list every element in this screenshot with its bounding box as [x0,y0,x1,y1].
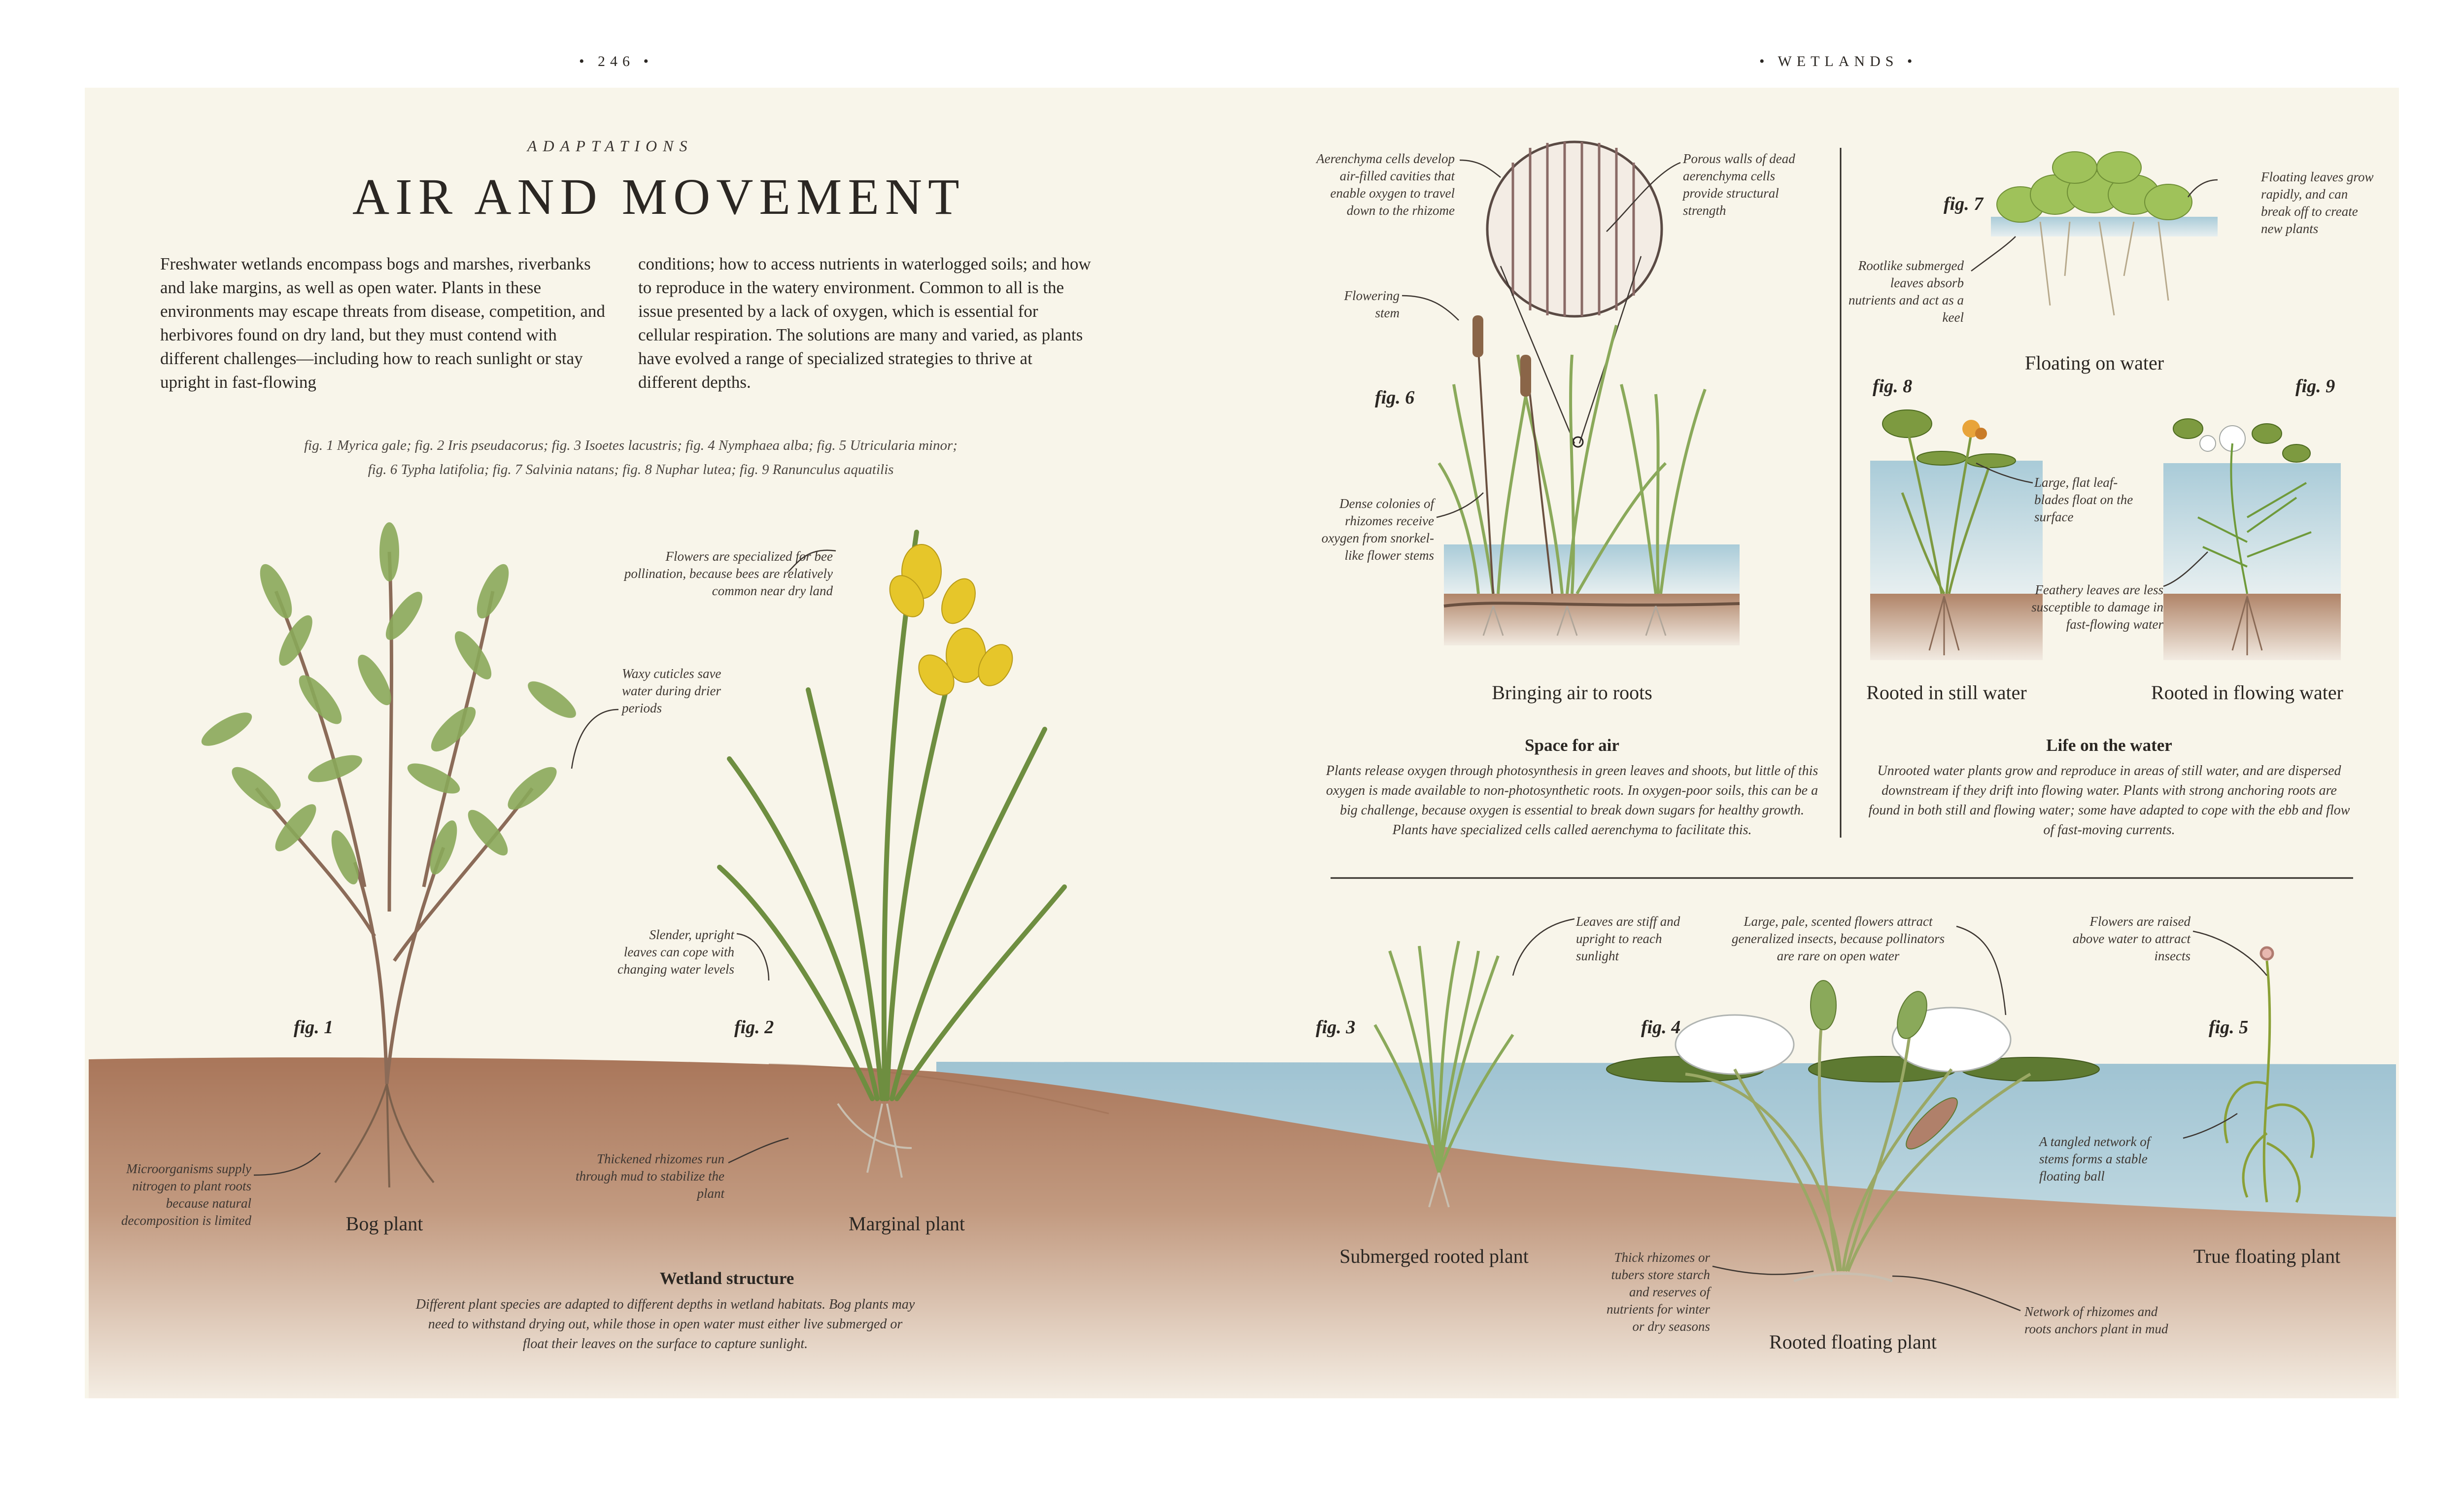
life-on-the-water-heading: Life on the water [2046,736,2172,755]
fig-8-label: fig. 8 [1873,376,1913,397]
fig-9-label: fig. 9 [2295,376,2335,397]
annotation-thickened-rhizomes: Thickened rhizomes run through mud to stabilize the plant [576,1151,724,1201]
wetland-structure-heading: Wetland structure [659,1269,794,1288]
annotation-floating-leaves: Floating leaves grow rapidly, and can break off to create new plants [2261,169,2374,236]
annotation-leaves-stiff: Leaves are stiff and upright to reach sunlight [1576,914,1680,963]
caption-true-floating-plant: True floating plant [2193,1245,2341,1267]
annotation-thick-rhizomes: Thick rhizomes or tubers store starch and reserves of nutrients for winter or dry seasons [1606,1250,1710,1334]
annotation-network-rhizomes: Network of rhizomes and roots anchors plant in mud [2024,1304,2168,1336]
fig-1-label: fig. 1 [294,1017,334,1038]
fig-6-label: fig. 6 [1375,387,1415,408]
caption-submerged-rooted-plant: Submerged rooted plant [1339,1245,1529,1267]
page-title: AIR AND MOVEMENT [352,169,965,225]
fig-3-label: fig. 3 [1316,1017,1356,1038]
annotation-tangled-network: A tangled network of stems forms a stable floating ball [2039,1134,2151,1183]
annotation-large-pale-flowers: Large, pale, scented flowers attract generalized insects, because pollinators are rare on open water [1732,914,1945,963]
annotation-dense-colonies: Dense colonies of rhizomes receive oxygen from snorkel-like flower stems [1321,496,1434,563]
caption-floating-on-water: Floating on water [2024,352,2164,374]
annotation-flowers-raised: Flowers are raised above water to attract insects [2072,914,2190,963]
life-on-the-water-text: Unrooted water plants grow and reproduce in areas of still water, and are dispersed downstream if they drift into flowing water. Plants with strong anchoring roots are found in both still and flowing water; some have adapted to cope with the ebb and flow of fast-moving currents. [1868,763,2350,838]
annotation-flowering-stem: Flowering stem [1344,288,1400,320]
annotation-rootlike-leaves: Rootlike submerged leaves absorb nutrients and act as a keel [1848,258,1964,325]
caption-rooted-floating-plant: Rooted floating plant [1769,1331,1937,1353]
fig-5-label: fig. 5 [2209,1017,2249,1038]
annotation-large-flat-leaf-blades: Large, flat leaf-blades float on the surface [2034,475,2133,524]
space-for-air-text: Plants release oxygen through photosynthesis in green leaves and shoots, but little of this oxygen is made available to non-photosynthetic roots. In oxygen-poor soils, this can be a big challenge, because oxygen is essential to break down sugars for healthy growth. Plants have specialized cells called aerenchyma to facilitate this. [1326,763,1818,838]
caption-bringing-air-to-roots: Bringing air to roots [1492,681,1652,704]
page-number: • 246 • [579,53,654,69]
annotation-waxy-cuticles: Waxy cuticles save water during drier periods [622,666,721,715]
figure-species-list-line-2: fig. 6 Typha latifolia; fig. 7 Salvinia natans; fig. 8 Nuphar lutea; fig. 9 Ranunculus aquatilis [368,462,894,477]
fig-2-label: fig. 2 [734,1017,774,1038]
annotation-aerenchyma-cells: Aerenchyma cells develop air-filled cavities that enable oxygen to travel down to the rhizome [1316,151,1455,218]
wetland-structure-text: Different plant species are adapted to different depths in wetland habitats. Bog plants may need to withstand drying out, while those in open water must either live submerged or float their leaves on the surface to capture sunlight. [415,1297,915,1352]
annotation-porous-walls: Porous walls of dead aerenchyma cells provide structural strength [1683,151,1795,218]
annotation-microorganisms: Microorganisms supply nitrogen to plant roots because natural decomposition is limited [121,1161,251,1228]
figure-species-list-line-1: fig. 1 Myrica gale; fig. 2 Iris pseudacorus; fig. 3 Isoetes lacustris; fig. 4 Nymphaea alba; fig. 5 Utricularia minor; [304,438,958,453]
intro-column-1: Freshwater wetlands encompass bogs and marshes, riverbanks and lake margins, as well as open water. Plants in these environments may escape threats from disease, competition, and herbivores found on dry land, but they must contend with different challenges—including how to reach sunlight or stay upright in fast-flowing [160,254,605,392]
annotation-feathery-leaves: Feathery leaves are less susceptible to damage in fast-flowing water [2031,582,2163,632]
space-for-air-heading: Space for air [1525,736,1619,755]
section-running-head: • WETLANDS • [1759,53,1917,69]
fig-7-label: fig. 7 [1944,194,1984,214]
kicker: ADAPTATIONS [527,137,693,155]
annotation-slender-leaves: Slender, upright leaves can cope with changing water levels [617,927,734,977]
caption-rooted-in-flowing-water: Rooted in flowing water [2151,681,2343,704]
caption-bog-plant: Bog plant [345,1213,423,1235]
intro-column-2: conditions; how to access nutrients in waterlogged soils; and how to reproduce in the watery environment. Common to all is the issue presented by a lack of oxygen, which is essential for cellular respiration. The solutions are many and varied, as plants have evolved a range of specialized strategies to thrive at different depths. [638,254,1091,392]
caption-rooted-in-still-water: Rooted in still water [1866,681,2027,704]
annotation-flowers-pollination: Flowers are specialized for bee pollination, because bees are relatively common near dry land [624,549,833,598]
caption-marginal-plant: Marginal plant [849,1213,965,1235]
fig-4-label: fig. 4 [1641,1017,1681,1038]
